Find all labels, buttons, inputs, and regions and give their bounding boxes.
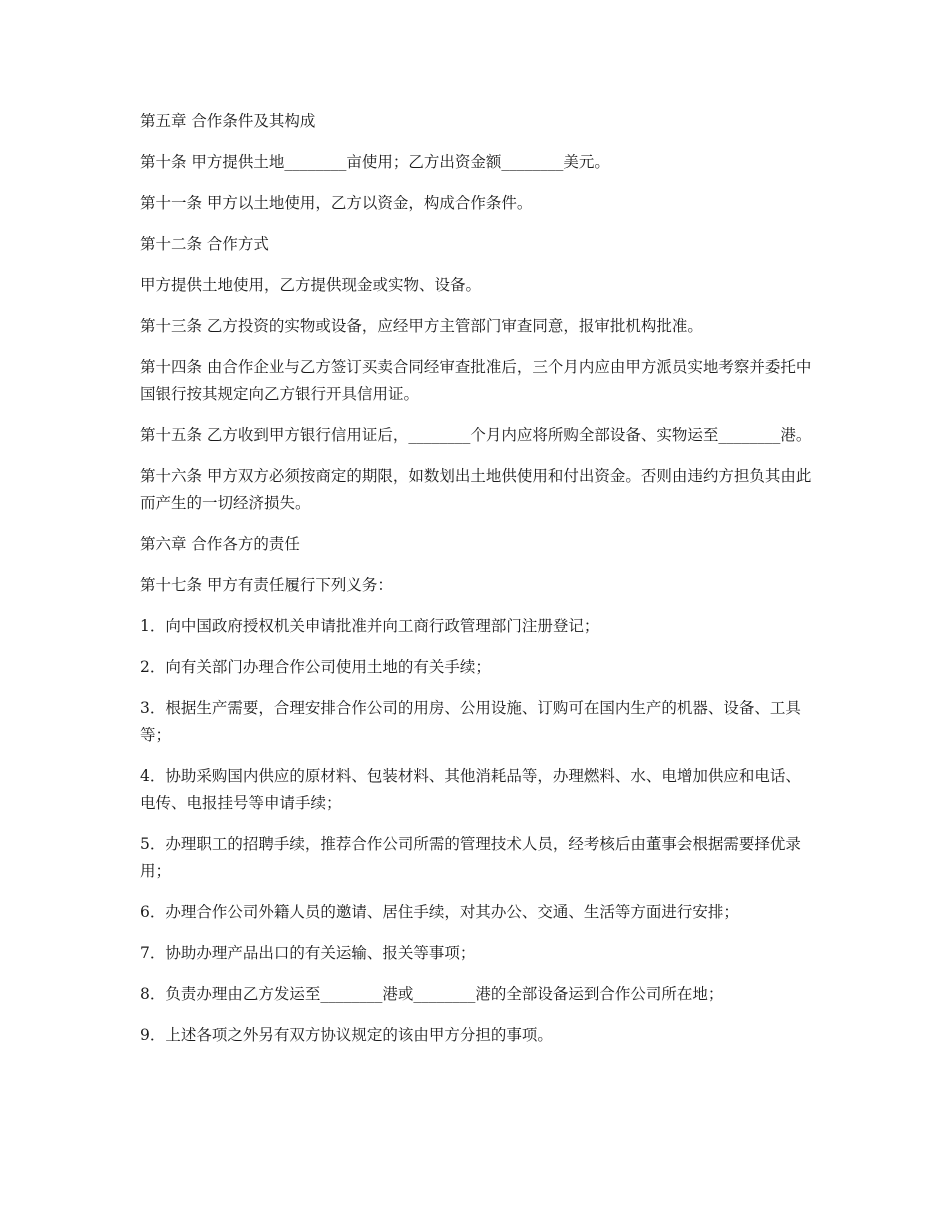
article-14: 第十四条 由合作企业与乙方签订买卖合同经审查批准后，三个月内应由甲方派员实地考察并委托中国银行按其规定向乙方银行开具信用证。	[140, 358, 812, 403]
list-item-8: 8．负责办理由乙方发运至________港或________港的全部设备运到合作公司所在地；	[140, 985, 724, 1003]
list-item-3: 3．根据生产需要，合理安排合作公司的用房、公用设施、订购可在国内生产的机器、设备、工具等；	[140, 699, 801, 744]
article-16: 第十六条 甲方双方必须按商定的期限，如数划出土地供使用和付出资金。否则由违约方担负其由此而产生的一切经济损失。	[140, 467, 812, 512]
list-item-5: 5．办理职工的招聘手续，推荐合作公司所需的管理技术人员，经考核后由董事会根据需要择优录用；	[140, 835, 801, 880]
list-item-2: 2．向有关部门办理合作公司使用土地的有关手续；	[140, 658, 491, 676]
list-item-6: 6．办理合作公司外籍人员的邀请、居住手续，对其办公、交通、生活等方面进行安排；	[140, 903, 739, 921]
article-13: 第十三条 乙方投资的实物或设备，应经甲方主管部门审查同意，报审批机构批准。	[140, 317, 703, 335]
article-15: 第十五条 乙方收到甲方银行信用证后，________个月内应将所购全部设备、实物运至________港。	[140, 426, 812, 444]
list-item-4: 4．协助采购国内供应的原材料、包装材料、其他消耗品等，办理燃料、水、电增加供应和电话、电传、电报挂号等申请手续；	[140, 767, 801, 812]
article-12: 第十二条 合作方式	[140, 235, 269, 253]
article-11: 第十一条 甲方以土地使用，乙方以资金，构成合作条件。	[140, 194, 533, 212]
list-item-7: 7．协助办理产品出口的有关运输、报关等事项；	[140, 944, 476, 962]
article-12-body: 甲方提供土地使用，乙方提供现金或实物、设备。	[140, 276, 482, 294]
list-item-9: 9．上述各项之外另有双方协议规定的该由甲方分担的事项。	[140, 1026, 553, 1044]
article-10: 第十条 甲方提供土地________亩使用；乙方出资金额________美元。	[140, 153, 610, 171]
chapter-heading-6: 第六章 合作各方的责任	[140, 535, 300, 553]
chapter-heading-5: 第五章 合作条件及其构成	[140, 112, 316, 130]
list-item-1: 1．向中国政府授权机关申请批准并向工商行政管理部门注册登记；	[140, 617, 600, 635]
document-page	[140, 108, 812, 1063]
article-17: 第十七条 甲方有责任履行下列义务：	[140, 576, 393, 594]
